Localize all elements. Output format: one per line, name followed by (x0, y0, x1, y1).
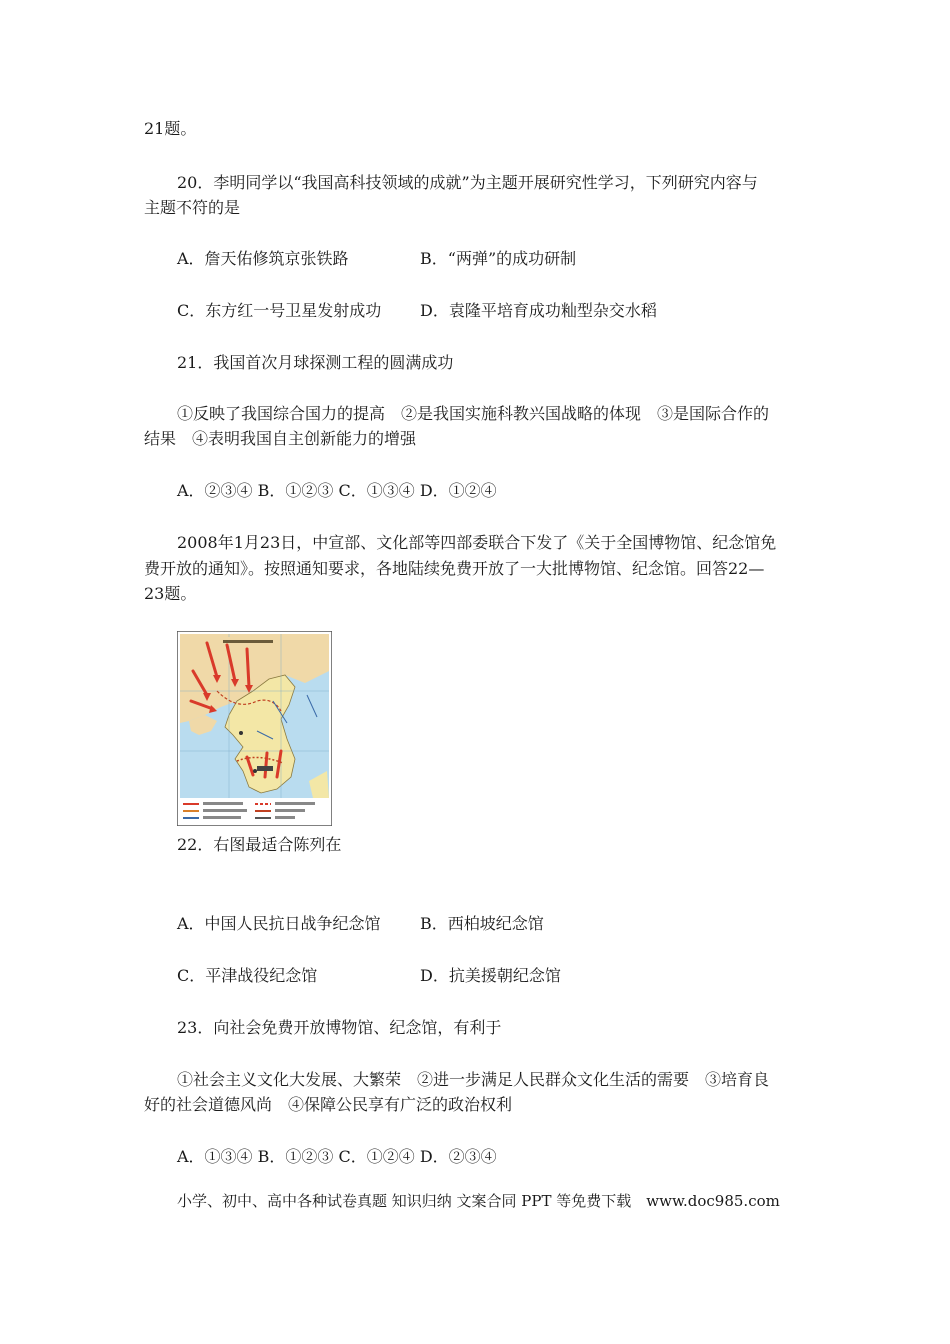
q22-option-d: D．抗美援朝纪念馆 (420, 966, 561, 985)
question-ref-line: 21题。 (144, 119, 197, 138)
q23-options: A．①③④ B．①②③ C．①②④ D．②③④ (177, 1147, 497, 1166)
page-footer: 小学、初中、高中各种试卷真题 知识归纳 文案合同 PPT 等免费下载 www.doc985.com (177, 1192, 780, 1210)
q20-option-d: D．袁隆平培育成功籼型杂交水稻 (420, 301, 657, 320)
q22-option-c: C．平津战役纪念馆 (177, 966, 318, 985)
question-21-stem: 21．我国首次月球探测工程的圆满成功 (177, 353, 454, 372)
q20-option-b: B．“两弹”的成功研制 (420, 249, 577, 268)
korean-war-map-image (177, 631, 332, 826)
q23-statements-cont: 好的社会道德风尚 ④保障公民享有广泛的政治权利 (144, 1095, 513, 1114)
question-20-stem: 20．李明同学以“我国高科技领域的成就”为主题开展研究性学习，下列研究内容与 (177, 173, 758, 192)
q22-option-b: B．西柏坡纪念馆 (420, 914, 544, 933)
question-23-stem: 23．向社会免费开放博物馆、纪念馆，有利于 (177, 1018, 502, 1037)
q21-statements-cont: 结果 ④表明我国自主创新能力的增强 (144, 429, 417, 448)
material-intro-cont: 费开放的通知》。按照通知要求，各地陆续免费开放了一大批博物馆、纪念馆。回答22— (144, 559, 765, 578)
q21-options: A．②③④ B．①②③ C．①③④ D．①②④ (177, 481, 497, 500)
q21-statements: ①反映了我国综合国力的提高 ②是我国实施科教兴国战略的体现 ③是国际合作的 (177, 404, 770, 423)
question-22-stem: 22．右图最适合陈列在 (177, 835, 342, 854)
q20-option-a: A．詹天佑修筑京张铁路 (177, 249, 349, 268)
material-intro-end: 23题。 (144, 584, 197, 603)
q22-option-a: A．中国人民抗日战争纪念馆 (177, 914, 381, 933)
material-intro: 2008年1月23日，中宣部、文化部等四部委联合下发了《关于全国博物馆、纪念馆免 (177, 533, 777, 552)
q20-option-c: C．东方红一号卫星发射成功 (177, 301, 382, 320)
question-20-stem-cont: 主题不符的是 (144, 198, 241, 217)
q23-statements: ①社会主义文化大发展、大繁荣 ②进一步满足人民群众文化生活的需要 ③培育良 (177, 1070, 770, 1089)
